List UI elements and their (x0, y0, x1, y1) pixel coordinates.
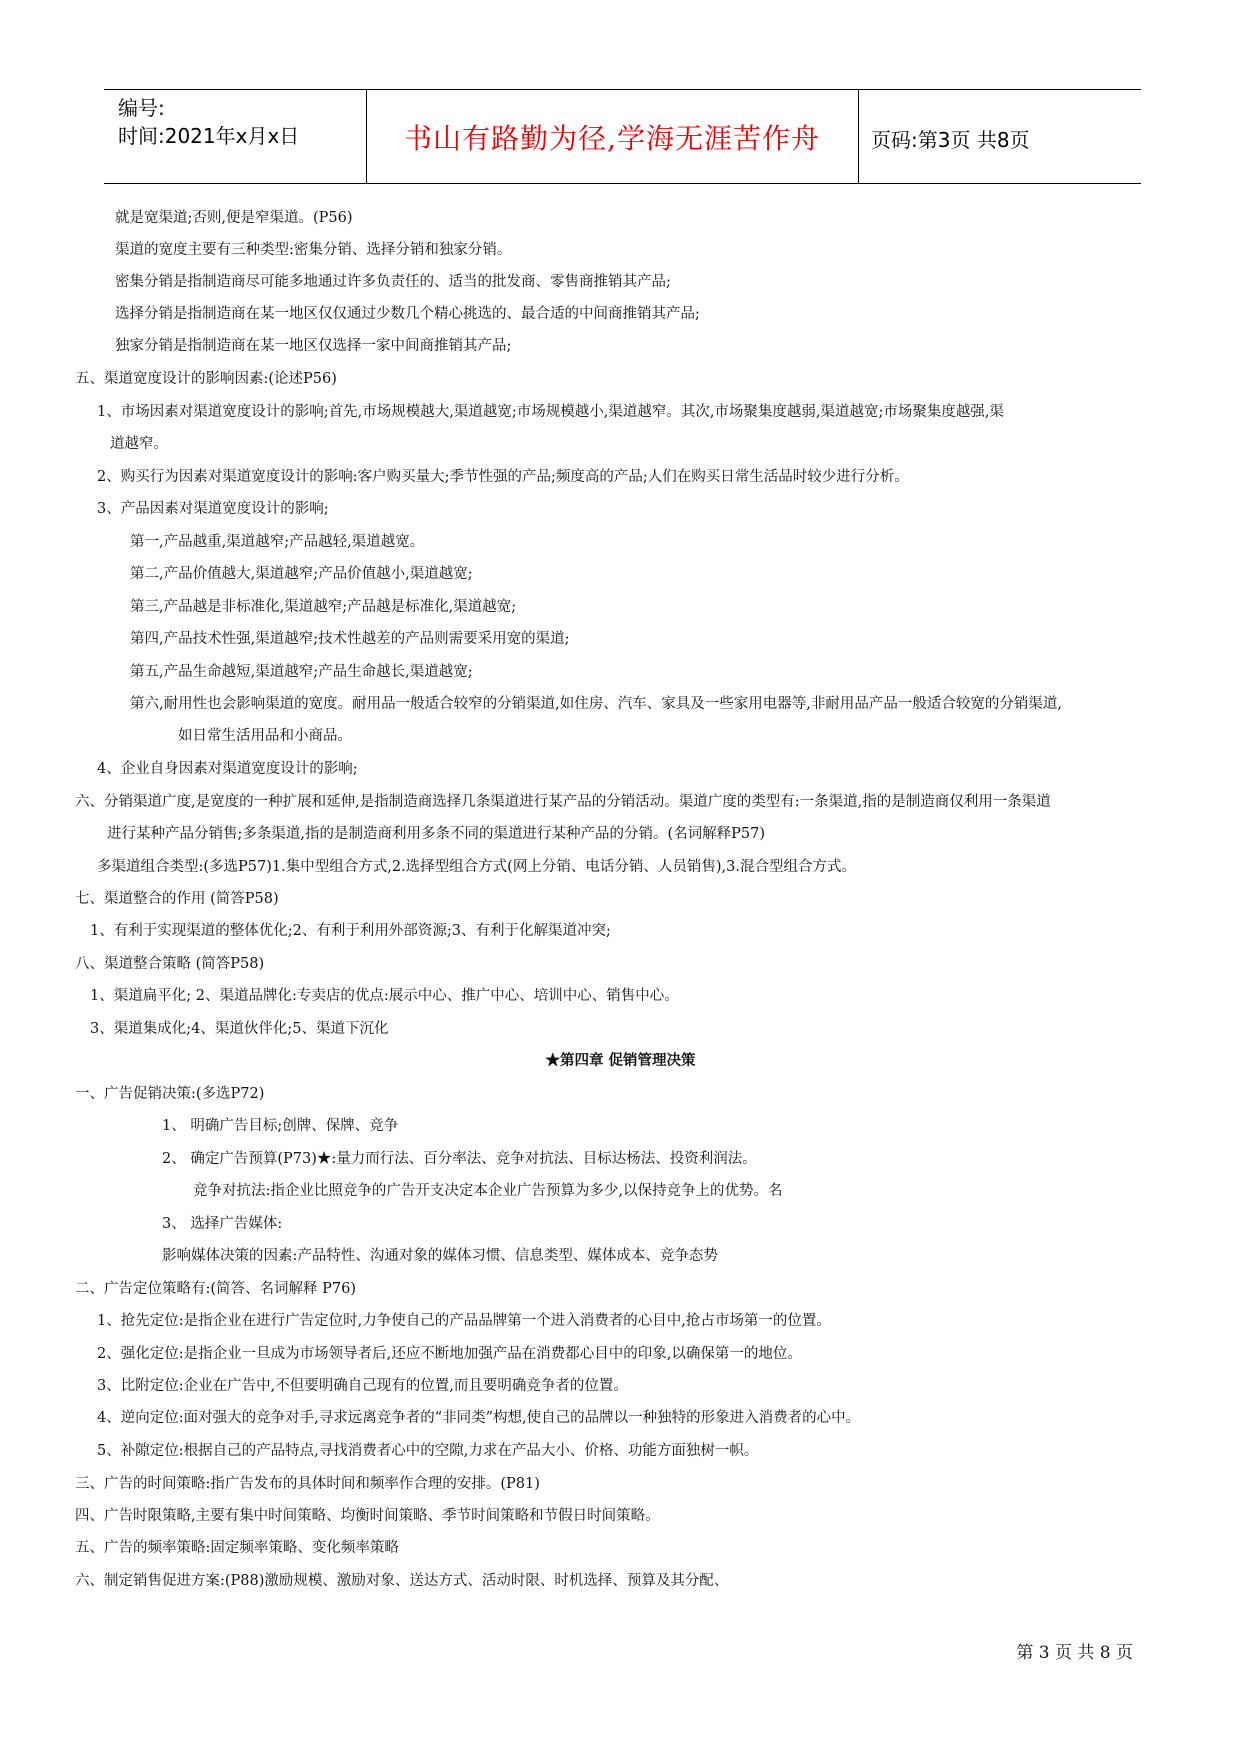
text-line: 第二,产品价值越大,渠道越窄;产品价值越小,渠道越宽; (130, 566, 473, 582)
text-line: 3、产品因素对渠道宽度设计的影响; (97, 501, 329, 517)
text-line: 4、逆向定位:面对强大的竞争对手,寻求远离竞争者的“非同类”构想,使自己的品牌以一种独特的形象进入消费者的心中。 (97, 1410, 861, 1426)
text-line: 第四,产品技术性强,渠道越窄;技术性越差的产品则需要采用宽的渠道; (130, 631, 570, 647)
text-line: 1、有利于实现渠道的整体优化;2、有利于利用外部资源;3、有利于化解渠道冲突; (90, 923, 611, 939)
section-heading: 七、渠道整合的作用 (简答P58) (75, 891, 279, 907)
text-line: 第五,产品生命越短,渠道越窄;产品生命越长,渠道越宽; (130, 664, 473, 680)
section-heading: 四、广告时限策略,主要有集中时间策略、均衡时间策略、季节时间策略和节假日时间策略。 (75, 1508, 660, 1524)
text-line: 第六,耐用性也会影响渠道的宽度。耐用品一般适合较窄的分销渠道,如住房、汽车、家具及一些家用电器等,非耐用品产品一般适合较宽的分销渠道, (130, 696, 1062, 712)
section-heading: 五、渠道宽度设计的影响因素:(论述P56) (75, 371, 337, 387)
text-line: 多渠道组合类型:(多选P57)1.集中型组合方式,2.选择型组合方式(网上分销、电话分销、人员销售),3.混合型组合方式。 (97, 859, 856, 875)
text-line: 2、强化定位:是指企业一旦成为市场领导者后,还应不断地加强产品在消费都心目中的印象,以确保第一的地位。 (97, 1346, 802, 1362)
section-heading: 三、广告的时间策略:指广告发布的具体时间和频率作合理的安排。(P81) (75, 1476, 540, 1492)
text-line: 3、渠道集成化;4、渠道伙伴化;5、渠道下沉化 (90, 1021, 389, 1037)
text-line: 影响媒体决策的因素:产品特性、沟通对象的媒体习惯、信息类型、媒体成本、竞争态势 (162, 1248, 718, 1264)
serial-label: 编号: (118, 96, 165, 120)
text-line: 道越窄。 (110, 436, 168, 452)
header-page-info: 页码:第3页 共8页 (871, 128, 1030, 152)
text-line: 1、 明确广告目标;创牌、保牌、竞争 (162, 1118, 399, 1134)
chapter-title: ★第四章 促销管理决策 (545, 1052, 696, 1069)
text-line: 独家分销是指制造商在某一地区仅选择一家中间商推销其产品; (115, 338, 512, 354)
text-line: 5、补隙定位:根据自己的产品特点,寻找消费者心中的空隙,力求在产品大小、价格、功能方面独树一帜。 (97, 1443, 759, 1459)
text-line: 1、渠道扁平化; 2、渠道品牌化:专卖店的优点:展示中心、推广中心、培训中心、销售中心。 (90, 988, 679, 1004)
page-footer: 第 3 页 共 8 页 (1016, 1643, 1133, 1663)
text-line: 密集分销是指制造商尽可能多地通过许多负责任的、适当的批发商、零售商推销其产品; (115, 274, 671, 290)
text-line: 3、 选择广告媒体: (162, 1216, 283, 1232)
text-line: 2、购买行为因素对渠道宽度设计的影响:客户购买量大;季节性强的产品;频度高的产品;人们在购买日常生活品时较少进行分析。 (97, 469, 909, 485)
header-motto: 书山有路勤为径,学海无涯苦作舟 (404, 122, 820, 155)
time-label: 时间:2021年x月x日 (118, 124, 300, 148)
section-heading: 八、渠道整合策略 (简答P58) (75, 956, 265, 972)
text-line: 渠道的宽度主要有三种类型:密集分销、选择分销和独家分销。 (115, 242, 512, 258)
section-heading: 六、制定销售促进方案:(P88)激励规模、激励对象、送达方式、活动时限、时机选择、预算及其分配、 (75, 1573, 729, 1589)
text-line: 3、比附定位:企业在广告中,不但要明确自己现有的位置,而且要明确竞争者的位置。 (97, 1378, 628, 1394)
text-line: 如日常生活用品和小商品。 (178, 728, 352, 744)
text-line: 第一,产品越重,渠道越窄;产品越轻,渠道越宽。 (130, 534, 425, 550)
section-heading: 五、广告的频率策略:固定频率策略、变化频率策略 (75, 1540, 399, 1556)
section-heading: 一、广告促销决策:(多选P72) (75, 1086, 265, 1102)
header-divider-left (366, 90, 367, 183)
text-line: 4、企业自身因素对渠道宽度设计的影响; (97, 761, 358, 777)
text-line: 选择分销是指制造商在某一地区仅仅通过少数几个精心挑选的、最合适的中间商推销其产品; (115, 306, 700, 322)
text-line: 第三,产品越是非标准化,渠道越窄;产品越是标准化,渠道越宽; (130, 599, 517, 615)
text-line: 1、抢先定位:是指企业在进行广告定位时,力争使自己的产品品牌第一个进入消费者的心目中,抢占市场第一的位置。 (97, 1313, 831, 1329)
text-line: 就是宽渠道;否则,便是窄渠道。(P56) (115, 210, 353, 226)
text-line: 进行某种产品分销售;多条渠道,指的是制造商利用多条不同的渠道进行某种产品的分销。(名词解释P57) (107, 826, 766, 842)
section-heading: 二、广告定位策略有:(简答、名词解释 P76) (75, 1281, 357, 1297)
header-divider-right (858, 90, 859, 183)
header-meta (118, 94, 299, 150)
document-header (104, 89, 1141, 184)
text-line: 2、 确定广告预算(P73)★:量力而行法、百分率法、竞争对抗法、目标达杨法、投资利润法。 (162, 1151, 757, 1167)
section-heading: 六、分销渠道广度,是宽度的一种扩展和延伸,是指制造商选择几条渠道进行某产品的分销活动。渠道广度的类型有:一条渠道,指的是制造商仅利用一条渠道 (75, 794, 1051, 810)
text-line: 1、市场因素对渠道宽度设计的影响;首先,市场规模越大,渠道越宽;市场规模越小,渠道越窄。其次,市场聚集度越弱,渠道越宽;市场聚集度越强,渠 (97, 404, 1005, 420)
text-line: 竞争对抗法:指企业比照竞争的广告开支决定本企业广告预算为多少,以保持竞争上的优势。名 (193, 1183, 783, 1199)
